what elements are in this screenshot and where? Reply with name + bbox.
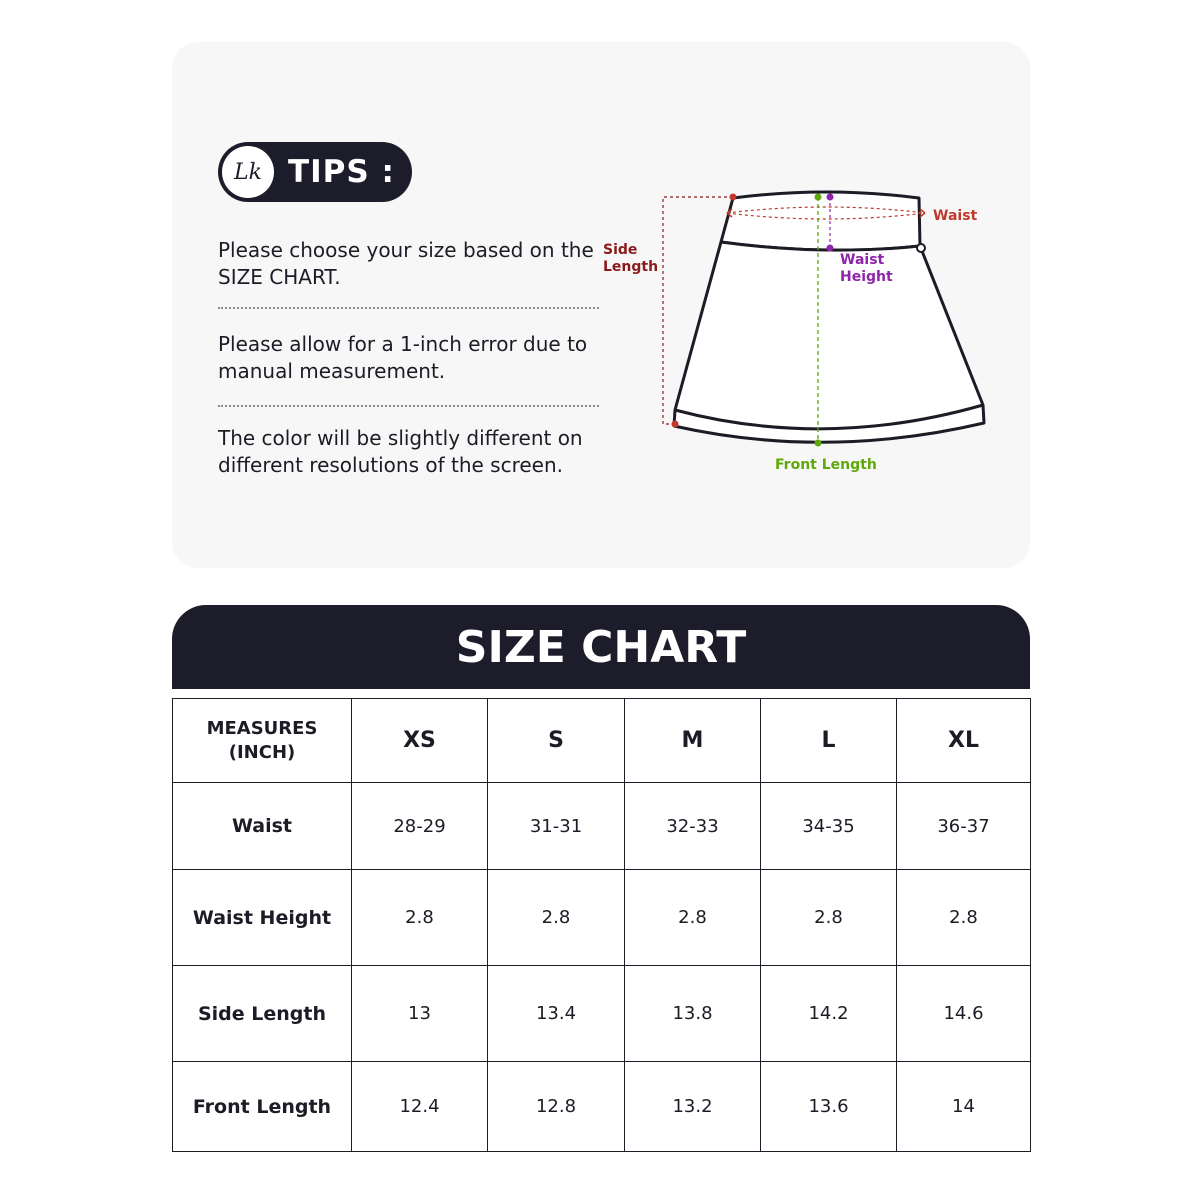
- table-cell: 2.8: [488, 870, 625, 966]
- table-cell: 2.8: [897, 870, 1031, 966]
- measures-header: [173, 699, 352, 783]
- tip-text-2: Please allow for a 1-inch error due to manual measurement.: [218, 332, 588, 383]
- waist-height-label: Waist: [840, 252, 885, 268]
- size-header: S: [488, 699, 625, 783]
- button-icon: [917, 244, 925, 252]
- tip-divider: [218, 307, 599, 309]
- table-cell: 12.8: [488, 1062, 625, 1152]
- size-chart-title: SIZE CHART: [455, 622, 747, 673]
- table-header-row: [173, 699, 1031, 783]
- measures-header-line: MEASURES: [206, 717, 318, 739]
- table-cell: 14.6: [897, 966, 1031, 1062]
- size-header: XS: [352, 699, 488, 783]
- table-cell: 13.4: [488, 966, 625, 1062]
- table-row: [173, 870, 1031, 966]
- row-label: Waist: [173, 783, 352, 870]
- size-header: L: [761, 699, 897, 783]
- tip-text-3: The color will be slightly different on different resolutions of the screen.: [218, 426, 583, 477]
- tip-divider: [218, 405, 599, 407]
- size-chart-table: [172, 698, 1031, 1152]
- side-length-label: Side: [603, 242, 638, 258]
- tips-badge: [218, 142, 412, 202]
- size-header: M: [625, 699, 761, 783]
- table-cell: 34-35: [761, 783, 897, 870]
- brand-logo-icon: Lk: [222, 146, 274, 198]
- tips-title: TIPS :: [288, 154, 395, 190]
- table-row: [173, 966, 1031, 1062]
- size-header: XL: [897, 699, 1031, 783]
- table-cell: 32-33: [625, 783, 761, 870]
- row-label: Side Length: [173, 966, 352, 1062]
- table-cell: 14: [897, 1062, 1031, 1152]
- skirt-diagram: [600, 185, 1000, 485]
- side-length-label: Length: [603, 259, 659, 275]
- table-cell: 2.8: [352, 870, 488, 966]
- waist-label: Waist: [933, 208, 978, 224]
- waist-height-label: Height: [840, 269, 893, 285]
- row-label: Front Length: [173, 1062, 352, 1152]
- table-row: [173, 1062, 1031, 1152]
- tip-text-1: Please choose your size based on the SIZE CHART.: [218, 238, 594, 289]
- table-cell: 13.8: [625, 966, 761, 1062]
- size-chart-header: [172, 605, 1030, 689]
- table-cell: 36-37: [897, 783, 1031, 870]
- measures-header-unit: (INCH): [228, 741, 296, 763]
- table-cell: 28-29: [352, 783, 488, 870]
- table-cell: 13.6: [761, 1062, 897, 1152]
- table-cell: 2.8: [761, 870, 897, 966]
- table-cell: 13.2: [625, 1062, 761, 1152]
- row-label: Waist Height: [173, 870, 352, 966]
- table-cell: 14.2: [761, 966, 897, 1062]
- front-length-label: Front Length: [775, 457, 877, 473]
- table-cell: 13: [352, 966, 488, 1062]
- skirt-outline-icon: [674, 192, 984, 442]
- table-cell: 31-31: [488, 783, 625, 870]
- table-cell: 2.8: [625, 870, 761, 966]
- table-cell: 12.4: [352, 1062, 488, 1152]
- table-row: [173, 783, 1031, 870]
